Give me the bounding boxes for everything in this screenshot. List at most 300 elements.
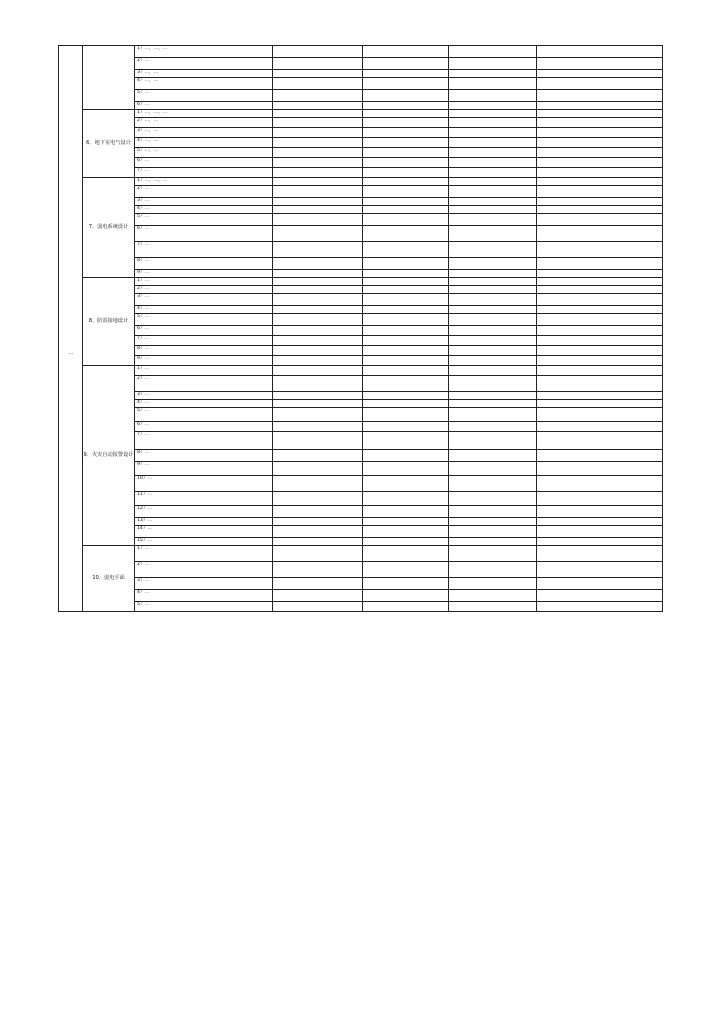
blank-cell[interactable] xyxy=(363,206,449,214)
blank-cell[interactable] xyxy=(363,346,449,356)
table-row xyxy=(59,422,663,432)
blank-cell[interactable] xyxy=(273,506,363,518)
blank-cell[interactable] xyxy=(273,78,363,90)
blank-cell[interactable] xyxy=(363,392,449,400)
blank-cell[interactable] xyxy=(449,306,537,314)
blank-cell[interactable] xyxy=(273,422,363,432)
blank-cell[interactable] xyxy=(363,118,449,128)
blank-cell[interactable] xyxy=(273,90,363,102)
blank-cell[interactable] xyxy=(537,578,663,590)
blank-cell[interactable] xyxy=(537,306,663,314)
table-row xyxy=(59,562,663,578)
blank-cell[interactable] xyxy=(537,336,663,346)
blank-cell[interactable] xyxy=(449,526,537,538)
blank-cell[interactable] xyxy=(273,158,363,168)
blank-cell[interactable] xyxy=(363,376,449,392)
blank-cell[interactable] xyxy=(449,226,537,242)
table-row xyxy=(59,118,663,128)
checklist-item: 7）… xyxy=(135,168,273,178)
blank-cell[interactable] xyxy=(449,242,537,258)
blank-cell[interactable] xyxy=(449,408,537,422)
blank-cell[interactable] xyxy=(449,198,537,206)
blank-cell[interactable] xyxy=(363,306,449,314)
blank-cell[interactable] xyxy=(363,110,449,118)
blank-cell[interactable] xyxy=(537,198,663,206)
blank-cell[interactable] xyxy=(449,314,537,326)
blank-cell[interactable] xyxy=(537,462,663,476)
checklist-item: 14）… xyxy=(135,526,273,538)
checklist-item: 4）… xyxy=(135,590,273,602)
blank-cell[interactable] xyxy=(537,538,663,546)
blank-cell[interactable] xyxy=(363,214,449,226)
blank-cell[interactable] xyxy=(273,376,363,392)
blank-cell[interactable] xyxy=(537,90,663,102)
blank-cell[interactable] xyxy=(537,526,663,538)
table-row xyxy=(59,70,663,78)
blank-cell[interactable] xyxy=(273,110,363,118)
table-row xyxy=(59,206,663,214)
blank-cell[interactable] xyxy=(363,270,449,278)
checklist-item: 3）… xyxy=(135,198,273,206)
blank-cell[interactable] xyxy=(273,294,363,306)
blank-cell[interactable] xyxy=(363,400,449,408)
blank-cell[interactable] xyxy=(449,492,537,506)
table-row xyxy=(59,546,663,562)
blank-cell[interactable] xyxy=(363,506,449,518)
blank-cell[interactable] xyxy=(537,214,663,226)
table-row xyxy=(59,408,663,422)
blank-cell[interactable] xyxy=(363,326,449,336)
blank-cell[interactable] xyxy=(363,148,449,158)
blank-cell[interactable] xyxy=(449,258,537,270)
blank-cell[interactable] xyxy=(449,178,537,186)
checklist-item: 6）… xyxy=(135,422,273,432)
table-row xyxy=(59,432,663,450)
checklist-item: 5）… xyxy=(135,214,273,226)
blank-cell[interactable] xyxy=(449,546,537,562)
blank-cell[interactable] xyxy=(273,118,363,128)
blank-cell[interactable] xyxy=(537,270,663,278)
checklist-item: 2）… xyxy=(135,376,273,392)
blank-cell[interactable] xyxy=(537,294,663,306)
blank-cell[interactable] xyxy=(449,346,537,356)
blank-cell[interactable] xyxy=(273,214,363,226)
table-row xyxy=(59,168,663,178)
blank-cell[interactable] xyxy=(449,476,537,492)
checklist-item: 1）…，…、… xyxy=(135,110,273,118)
blank-cell[interactable] xyxy=(273,336,363,346)
table-row xyxy=(59,314,663,326)
table-row xyxy=(59,526,663,538)
table-row xyxy=(59,336,663,346)
blank-cell[interactable] xyxy=(363,78,449,90)
checklist-item: 2）… xyxy=(135,58,273,70)
blank-cell[interactable] xyxy=(363,476,449,492)
blank-cell[interactable] xyxy=(363,158,449,168)
blank-cell[interactable] xyxy=(273,286,363,294)
blank-cell[interactable] xyxy=(273,518,363,526)
checklist-item: 8）… xyxy=(135,450,273,462)
blank-cell[interactable] xyxy=(537,168,663,178)
blank-cell[interactable] xyxy=(363,336,449,346)
blank-cell[interactable] xyxy=(537,128,663,138)
blank-cell[interactable] xyxy=(449,118,537,128)
blank-cell[interactable] xyxy=(449,578,537,590)
blank-cell[interactable] xyxy=(273,198,363,206)
blank-cell[interactable] xyxy=(363,186,449,198)
blank-cell[interactable] xyxy=(363,58,449,70)
table-row xyxy=(59,278,663,286)
blank-cell[interactable] xyxy=(363,128,449,138)
table-row xyxy=(59,286,663,294)
blank-cell[interactable] xyxy=(273,356,363,366)
checklist-item: 1）… xyxy=(135,366,273,376)
table-row xyxy=(59,306,663,314)
checklist-item: 3）… xyxy=(135,578,273,590)
checklist-item: 9）… xyxy=(135,356,273,366)
checklist-item: 1）… xyxy=(135,278,273,286)
table-row xyxy=(59,294,663,306)
blank-cell[interactable] xyxy=(537,286,663,294)
table-row xyxy=(59,392,663,400)
table-row xyxy=(59,326,663,336)
blank-cell[interactable] xyxy=(449,336,537,346)
blank-cell[interactable] xyxy=(449,206,537,214)
blank-cell[interactable] xyxy=(449,46,537,58)
blank-cell[interactable] xyxy=(273,178,363,186)
blank-cell[interactable] xyxy=(449,128,537,138)
blank-cell[interactable] xyxy=(537,178,663,186)
table-row xyxy=(59,158,663,168)
blank-cell[interactable] xyxy=(449,562,537,578)
blank-cell[interactable] xyxy=(537,278,663,286)
blank-cell[interactable] xyxy=(537,492,663,506)
blank-cell[interactable] xyxy=(363,356,449,366)
blank-cell[interactable] xyxy=(273,138,363,148)
blank-cell[interactable] xyxy=(273,562,363,578)
blank-cell[interactable] xyxy=(537,226,663,242)
blank-cell[interactable] xyxy=(449,270,537,278)
blank-cell[interactable] xyxy=(363,70,449,78)
checklist-item: 3）…，… xyxy=(135,70,273,78)
blank-cell[interactable] xyxy=(363,102,449,110)
blank-cell[interactable] xyxy=(449,432,537,450)
blank-cell[interactable] xyxy=(537,102,663,110)
checklist-item: 3）…，… xyxy=(135,128,273,138)
blank-cell[interactable] xyxy=(363,408,449,422)
blank-cell[interactable] xyxy=(449,58,537,70)
table-row xyxy=(59,226,663,242)
blank-cell[interactable] xyxy=(537,314,663,326)
checklist-item: 7）… xyxy=(135,242,273,258)
blank-cell[interactable] xyxy=(537,506,663,518)
blank-cell[interactable] xyxy=(363,138,449,148)
blank-cell[interactable] xyxy=(537,562,663,578)
blank-cell[interactable] xyxy=(537,148,663,158)
checklist-item: 12）… xyxy=(135,506,273,518)
blank-cell[interactable] xyxy=(449,186,537,198)
checklist-item: 3）… xyxy=(135,294,273,306)
blank-cell[interactable] xyxy=(363,578,449,590)
blank-cell[interactable] xyxy=(273,242,363,258)
checklist-item: 15）… xyxy=(135,538,273,546)
blank-cell[interactable] xyxy=(537,476,663,492)
blank-cell[interactable] xyxy=(537,602,663,612)
blank-cell[interactable] xyxy=(363,602,449,612)
blank-cell[interactable] xyxy=(537,58,663,70)
blank-cell[interactable] xyxy=(273,258,363,270)
table-row xyxy=(59,110,663,118)
blank-cell[interactable] xyxy=(449,376,537,392)
blank-cell[interactable] xyxy=(363,518,449,526)
checklist-item: 6）… xyxy=(135,158,273,168)
checklist-item: 6）… xyxy=(135,102,273,110)
blank-cell[interactable] xyxy=(273,128,363,138)
blank-cell[interactable] xyxy=(273,314,363,326)
checklist-item: 4）… xyxy=(135,306,273,314)
table-row xyxy=(59,186,663,198)
blank-cell[interactable] xyxy=(449,400,537,408)
section-title: 9、火灾自动报警设计 xyxy=(83,366,135,546)
blank-cell[interactable] xyxy=(449,70,537,78)
blank-cell[interactable] xyxy=(449,450,537,462)
checklist-table xyxy=(58,45,663,612)
table-row xyxy=(59,590,663,602)
section-title: 8、防雷接地设计 xyxy=(83,278,135,366)
blank-cell[interactable] xyxy=(537,70,663,78)
section-title: 10、弱电平面 xyxy=(83,546,135,612)
blank-cell[interactable] xyxy=(449,214,537,226)
blank-cell[interactable] xyxy=(537,186,663,198)
blank-cell[interactable] xyxy=(449,90,537,102)
blank-cell[interactable] xyxy=(449,294,537,306)
blank-cell[interactable] xyxy=(537,546,663,562)
checklist-item: 9）… xyxy=(135,270,273,278)
checklist-item: 4）… xyxy=(135,206,273,214)
blank-cell[interactable] xyxy=(363,294,449,306)
table-row xyxy=(59,450,663,462)
table-row xyxy=(59,128,663,138)
checklist-item: 4）… xyxy=(135,400,273,408)
blank-cell[interactable] xyxy=(363,432,449,450)
blank-cell[interactable] xyxy=(363,450,449,462)
blank-cell[interactable] xyxy=(537,46,663,58)
blank-cell[interactable] xyxy=(537,138,663,148)
blank-cell[interactable] xyxy=(363,226,449,242)
table-row xyxy=(59,400,663,408)
table-row xyxy=(59,462,663,476)
blank-cell[interactable] xyxy=(363,168,449,178)
blank-cell[interactable] xyxy=(363,546,449,562)
checklist-item: 2）… xyxy=(135,186,273,198)
blank-cell[interactable] xyxy=(273,70,363,78)
blank-cell[interactable] xyxy=(537,356,663,366)
blank-cell[interactable] xyxy=(273,392,363,400)
blank-cell[interactable] xyxy=(449,138,537,148)
blank-cell[interactable] xyxy=(537,110,663,118)
blank-cell[interactable] xyxy=(273,58,363,70)
blank-cell[interactable] xyxy=(363,538,449,546)
table-row xyxy=(59,538,663,546)
blank-cell[interactable] xyxy=(363,526,449,538)
table-row xyxy=(59,46,663,58)
blank-cell[interactable] xyxy=(537,450,663,462)
blank-cell[interactable] xyxy=(363,90,449,102)
blank-cell[interactable] xyxy=(273,46,363,58)
blank-cell[interactable] xyxy=(449,168,537,178)
blank-cell[interactable] xyxy=(363,278,449,286)
blank-cell[interactable] xyxy=(537,158,663,168)
blank-cell[interactable] xyxy=(449,366,537,376)
checklist-item: 6）… xyxy=(135,326,273,336)
blank-cell[interactable] xyxy=(537,422,663,432)
blank-cell[interactable] xyxy=(273,148,363,158)
blank-cell[interactable] xyxy=(363,590,449,602)
blank-cell[interactable] xyxy=(537,258,663,270)
table-row xyxy=(59,506,663,518)
blank-cell[interactable] xyxy=(273,476,363,492)
table-row xyxy=(59,148,663,158)
blank-cell[interactable] xyxy=(449,286,537,294)
blank-cell[interactable] xyxy=(449,110,537,118)
blank-cell[interactable] xyxy=(537,326,663,336)
blank-cell[interactable] xyxy=(273,546,363,562)
blank-cell[interactable] xyxy=(449,356,537,366)
checklist-item: 7）… xyxy=(135,432,273,450)
blank-cell[interactable] xyxy=(449,148,537,158)
blank-cell[interactable] xyxy=(537,118,663,128)
category-label: … xyxy=(59,46,83,612)
blank-cell[interactable] xyxy=(273,462,363,476)
blank-cell[interactable] xyxy=(273,602,363,612)
blank-cell[interactable] xyxy=(449,392,537,400)
blank-cell[interactable] xyxy=(537,518,663,526)
blank-cell[interactable] xyxy=(273,432,363,450)
blank-cell[interactable] xyxy=(449,518,537,526)
table-row xyxy=(59,78,663,90)
blank-cell[interactable] xyxy=(273,408,363,422)
table-row xyxy=(59,214,663,226)
table-row xyxy=(59,198,663,206)
checklist-item: 10）… xyxy=(135,476,273,492)
table-row xyxy=(59,492,663,506)
checklist-item: 6）… xyxy=(135,226,273,242)
blank-cell[interactable] xyxy=(449,78,537,90)
blank-cell[interactable] xyxy=(363,198,449,206)
blank-cell[interactable] xyxy=(537,346,663,356)
table-row xyxy=(59,356,663,366)
table-row xyxy=(59,58,663,70)
blank-cell[interactable] xyxy=(363,258,449,270)
blank-cell[interactable] xyxy=(537,392,663,400)
blank-cell[interactable] xyxy=(363,286,449,294)
blank-cell[interactable] xyxy=(273,186,363,198)
blank-cell[interactable] xyxy=(449,590,537,602)
table-row xyxy=(59,376,663,392)
blank-cell[interactable] xyxy=(537,432,663,450)
blank-cell[interactable] xyxy=(449,538,537,546)
table-row xyxy=(59,178,663,186)
blank-cell[interactable] xyxy=(363,46,449,58)
checklist-item: 2）… xyxy=(135,562,273,578)
section-title: 7、弱电系统设计 xyxy=(83,178,135,278)
blank-cell[interactable] xyxy=(449,602,537,612)
blank-cell[interactable] xyxy=(273,450,363,462)
blank-cell[interactable] xyxy=(537,408,663,422)
blank-cell[interactable] xyxy=(273,168,363,178)
blank-cell[interactable] xyxy=(363,462,449,476)
blank-cell[interactable] xyxy=(273,578,363,590)
checklist-item: 8）… xyxy=(135,258,273,270)
checklist-item: 1）…，…、… xyxy=(135,178,273,186)
blank-cell[interactable] xyxy=(363,422,449,432)
blank-cell[interactable] xyxy=(273,526,363,538)
table-row xyxy=(59,270,663,278)
blank-cell[interactable] xyxy=(273,226,363,242)
table-row xyxy=(59,518,663,526)
checklist-item: 7）… xyxy=(135,336,273,346)
blank-cell[interactable] xyxy=(449,506,537,518)
blank-cell[interactable] xyxy=(273,278,363,286)
blank-cell[interactable] xyxy=(449,278,537,286)
blank-cell[interactable] xyxy=(273,492,363,506)
blank-cell[interactable] xyxy=(537,206,663,214)
blank-cell[interactable] xyxy=(363,242,449,258)
blank-cell[interactable] xyxy=(273,206,363,214)
blank-cell[interactable] xyxy=(537,400,663,408)
blank-cell[interactable] xyxy=(273,102,363,110)
blank-cell[interactable] xyxy=(449,326,537,336)
blank-cell[interactable] xyxy=(273,346,363,356)
blank-cell[interactable] xyxy=(273,590,363,602)
blank-cell[interactable] xyxy=(449,102,537,110)
blank-cell[interactable] xyxy=(363,562,449,578)
table-row xyxy=(59,138,663,148)
checklist-item: 5）… xyxy=(135,602,273,612)
blank-cell[interactable] xyxy=(363,314,449,326)
blank-cell[interactable] xyxy=(363,492,449,506)
blank-cell[interactable] xyxy=(449,422,537,432)
checklist-item: 13）… xyxy=(135,518,273,526)
blank-cell[interactable] xyxy=(449,158,537,168)
checklist-sheet xyxy=(58,45,662,973)
blank-cell[interactable] xyxy=(537,242,663,258)
checklist-item: 4）…，… xyxy=(135,138,273,148)
blank-cell[interactable] xyxy=(273,538,363,546)
checklist-item: 3）… xyxy=(135,392,273,400)
checklist-item: 2）…，… xyxy=(135,118,273,128)
table-row xyxy=(59,90,663,102)
blank-cell[interactable] xyxy=(537,366,663,376)
blank-cell[interactable] xyxy=(363,366,449,376)
blank-cell[interactable] xyxy=(273,270,363,278)
blank-cell[interactable] xyxy=(273,400,363,408)
checklist-item: 1）… xyxy=(135,546,273,562)
blank-cell[interactable] xyxy=(273,366,363,376)
checklist-item: 2）… xyxy=(135,286,273,294)
checklist-item: 5）…，… xyxy=(135,148,273,158)
table-row xyxy=(59,602,663,612)
blank-cell[interactable] xyxy=(273,326,363,336)
blank-cell[interactable] xyxy=(273,306,363,314)
checklist-item: 1）…，…、… xyxy=(135,46,273,58)
blank-cell[interactable] xyxy=(449,462,537,476)
blank-cell[interactable] xyxy=(363,178,449,186)
blank-cell[interactable] xyxy=(537,590,663,602)
blank-cell[interactable] xyxy=(537,78,663,90)
checklist-item: 5）… xyxy=(135,314,273,326)
blank-cell[interactable] xyxy=(537,376,663,392)
